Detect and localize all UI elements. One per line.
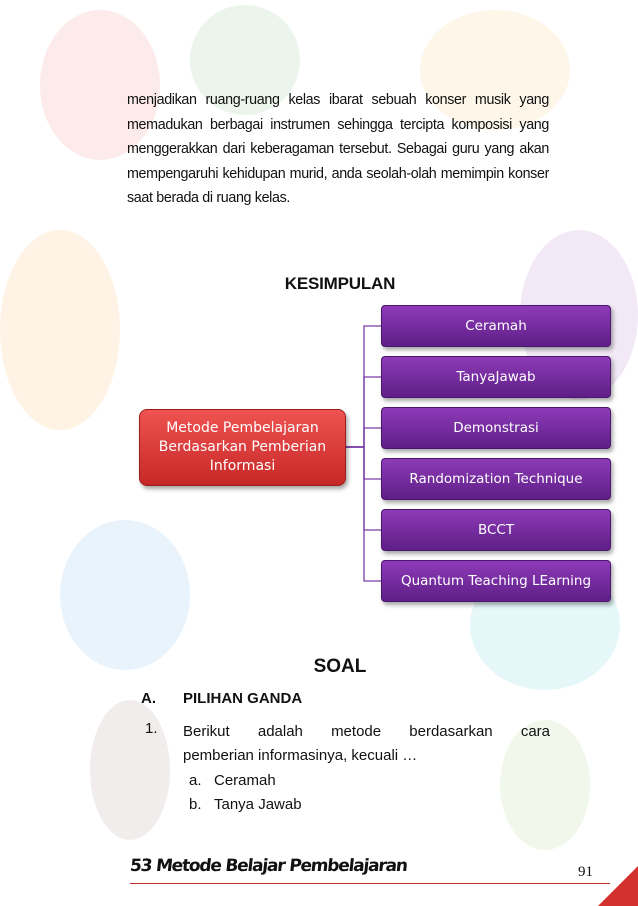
diagram-leaf-node: BCCT	[381, 509, 611, 551]
background-decoration	[520, 230, 638, 400]
diagram-root-node: Metode Pembelajaran Berdasarkan Pemberian Informasi	[139, 409, 346, 486]
diagram-leaf-node: Quantum Teaching LEarning	[381, 560, 611, 602]
footer-book-title: 53 Metode Belajar Pembelajaran	[128, 856, 408, 876]
option-a	[189, 772, 276, 789]
diagram-connector	[346, 447, 381, 581]
diagram-connector	[346, 326, 381, 447]
background-decoration	[90, 700, 170, 840]
question-line-2: pemberian informasinya, kecuali …	[183, 747, 418, 764]
diagram-leaf-node: TanyaJawab	[381, 356, 611, 398]
diagram-connector	[346, 447, 381, 530]
soal-heading: SOAL	[313, 656, 367, 677]
section-title: PILIHAN GANDA	[183, 690, 303, 707]
diagram-leaf-node: Demonstrasi	[381, 407, 611, 449]
question-number: 1.	[145, 720, 158, 737]
kesimpulan-heading: KESIMPULAN	[284, 274, 396, 293]
option-text: Tanya Jawab	[214, 796, 302, 813]
option-b	[189, 796, 302, 813]
option-text: Ceramah	[214, 772, 276, 789]
question-line-1: Berikut adalah metode berdasarkan cara	[183, 723, 550, 740]
diagram-connector	[346, 428, 381, 447]
background-decoration	[60, 520, 190, 670]
diagram-leaf-node: Ceramah	[381, 305, 611, 347]
option-letter: a.	[189, 772, 202, 789]
section-letter: A.	[141, 690, 156, 707]
question-text	[183, 720, 550, 768]
diagram-leaf-node: Randomization Technique	[381, 458, 611, 500]
body-paragraph: menjadikan ruang-ruang kelas ibarat sebuah konser musik yang memadukan berbagai instrumen sehingga tercipta komposisi yang menggerakkan dari keberagaman tersebut. Sebagai guru yang akan mempengaruhi kehidupan murid, anda seolah-olah memimpin konser saat berada di ruang kelas.	[127, 92, 549, 207]
option-letter: b.	[189, 796, 202, 813]
corner-accent	[598, 866, 638, 906]
diagram-connector	[346, 447, 381, 479]
diagram-connector	[346, 377, 381, 447]
background-decoration	[0, 230, 120, 430]
page-number: 91	[578, 864, 593, 880]
footer-divider	[130, 883, 610, 884]
